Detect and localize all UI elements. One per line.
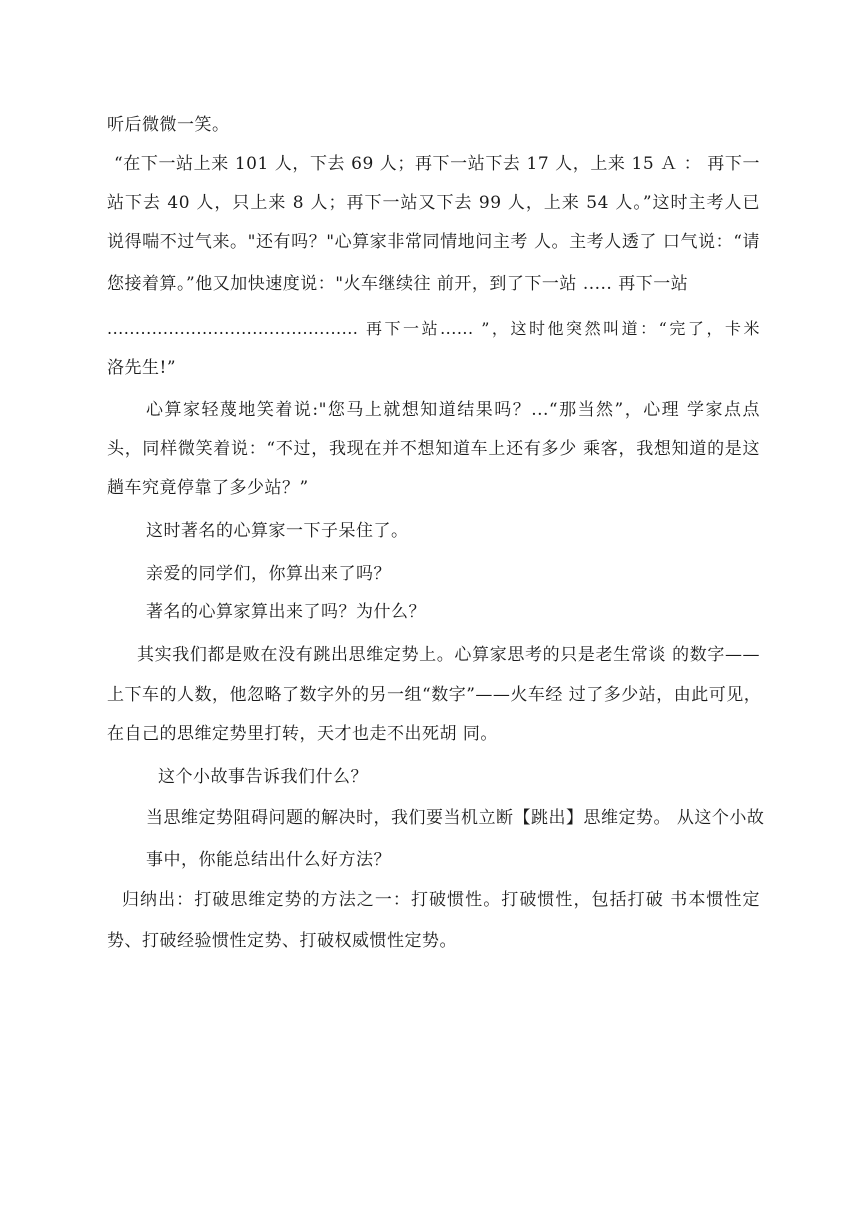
- text-line: 您接着算。”他又加快速度说："火车继续往 前开，到了下一站 ..... 再下一站: [107, 274, 689, 294]
- text-line: 上下车的人数，他忽略了数字外的另一组“数字”——火车经 过了多少站，由此可见，: [107, 685, 762, 705]
- text-line: 说得喘不过气来。"还有吗？"心算家非常同情地问主考 人。主考人透了 口气说：“请: [107, 232, 760, 252]
- text-line: 听后微微一笑。: [107, 115, 230, 135]
- text-line: 这时著名的心算家一下子呆住了。: [146, 521, 409, 541]
- text-line: 站下去 40 人，只上来 8 人；再下一站又下去 99 人，上来 54 人。”这时主考人已: [107, 193, 760, 213]
- text-line: “在下一站上来 101 人，下去 69 人；再下一站下去 17 人，上来 15 Ａ ： 再下一: [114, 154, 760, 174]
- text-line: 势、打破经验惯性定势、打破权威惯性定势。: [107, 931, 457, 951]
- text-line: 当思维定势阻碍问题的解决时，我们要当机立断【跳出】思维定势。 从这个小故: [146, 808, 765, 828]
- text-line: 著名的心算家算出来了吗？为什么？: [146, 602, 426, 622]
- text-line: 在自己的思维定势里打转，天才也走不出死胡 同。: [107, 724, 498, 744]
- text-line: 洛先生!”: [107, 358, 177, 378]
- text-line: 其实我们都是败在没有跳出思维定势上。心算家思考的只是老生常谈 的数字——: [137, 645, 760, 665]
- text-line: 亲爱的同学们，你算出来了吗？: [146, 564, 391, 584]
- text-line: 头，同样微笑着说：“不过，我现在并不想知道车上还有多少 乘客，我想知道的是这: [107, 439, 760, 459]
- text-line: 归纳出：打破思维定势的方法之一：打破惯性。打破惯性，包括打破 书本惯性定: [122, 890, 760, 910]
- text-line: 心算家轻蔑地笑着说:"您马上就想知道结果吗？...“那当然”，心理 学家点点: [146, 400, 760, 420]
- text-line: 这个小故事告诉我们什么？: [158, 767, 368, 787]
- text-line: 事中，你能总结出什么好方法？: [146, 850, 391, 870]
- text-line: 趟车究竟停靠了多少站？”: [107, 478, 309, 498]
- text-line: ............................................. 再下一站...... ”，这时他突然叫道：“完了，卡米: [107, 319, 760, 338]
